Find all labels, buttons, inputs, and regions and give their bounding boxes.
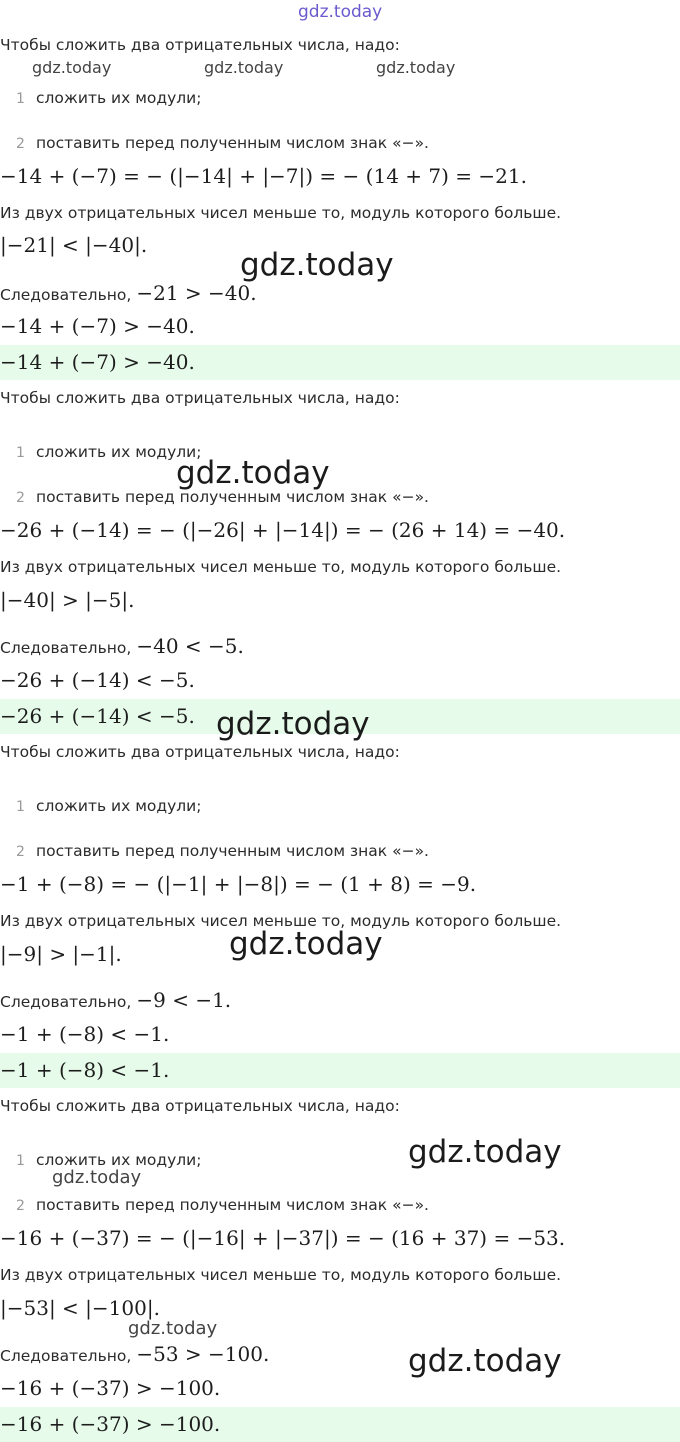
result-expression: −1 + (−8) < −1.: [0, 1022, 170, 1046]
rule-title: Чтобы сложить два отрицательных числа, надо:: [0, 36, 400, 54]
header-watermark: gdz.today: [298, 2, 383, 22]
result-expression: −26 + (−14) < −5.: [0, 668, 195, 692]
watermark: gdz.today: [408, 1134, 562, 1170]
compare-rule: Из двух отрицательных чисел меньше то, модуль которого больше.: [0, 204, 562, 222]
rule-title: Чтобы сложить два отрицательных числа, надо:: [0, 743, 400, 761]
step-text: сложить их модули;: [36, 1151, 202, 1169]
conclusion: [0, 634, 244, 658]
step-text: поставить перед полученным числом знак «−».: [36, 1196, 429, 1214]
watermark: gdz.today: [216, 706, 370, 742]
conclusion-prefix: Следовательно,: [0, 639, 132, 657]
modulus-comparison: |−53| < |−100|.: [0, 1296, 160, 1320]
watermark: gdz.today: [128, 1318, 218, 1339]
modulus-comparison: |−40| > |−5|.: [0, 588, 135, 612]
rule-title: Чтобы сложить два отрицательных числа, надо:: [0, 389, 400, 407]
conclusion: [0, 1342, 269, 1366]
rule-title: Чтобы сложить два отрицательных числа, надо:: [0, 1097, 400, 1115]
watermark: gdz.today: [229, 926, 383, 962]
step-number: 1: [16, 91, 25, 107]
step-number: 2: [16, 844, 25, 860]
watermark: gdz.today: [52, 1167, 142, 1188]
conclusion-math: −40 < −5.: [136, 634, 244, 658]
step-number: 2: [16, 1198, 25, 1214]
step-text: поставить перед полученным числом знак «−».: [36, 488, 429, 506]
step-number: 2: [16, 136, 25, 152]
conclusion-math: −9 < −1.: [136, 988, 232, 1012]
conclusion: [0, 988, 231, 1012]
calculation: −16 + (−37) = − (|−16| + |−37|) = − (16 + 37) = −53.: [0, 1226, 566, 1250]
conclusion-prefix: Следовательно,: [0, 286, 132, 304]
watermark: gdz.today: [204, 58, 284, 77]
conclusion: [0, 281, 257, 305]
step-text: сложить их модули;: [36, 797, 202, 815]
step-number: 2: [16, 490, 25, 506]
result-expression: −14 + (−7) > −40.: [0, 314, 195, 338]
calculation: −26 + (−14) = − (|−26| + |−14|) = − (26 + 14) = −40.: [0, 518, 566, 542]
answer-expression: −1 + (−8) < −1.: [0, 1058, 170, 1082]
step-text: поставить перед полученным числом знак «−».: [36, 842, 429, 860]
conclusion-math: −21 > −40.: [136, 281, 257, 305]
watermark: gdz.today: [240, 247, 394, 283]
watermark: gdz.today: [32, 58, 112, 77]
answer-expression: −14 + (−7) > −40.: [0, 350, 195, 374]
conclusion-math: −53 > −100.: [136, 1342, 270, 1366]
step-number: 1: [16, 445, 25, 461]
conclusion-prefix: Следовательно,: [0, 993, 132, 1011]
step-text: сложить их модули;: [36, 443, 202, 461]
calculation: −1 + (−8) = − (|−1| + |−8|) = − (1 + 8) = −9.: [0, 872, 477, 896]
watermark: gdz.today: [408, 1343, 562, 1379]
compare-rule: Из двух отрицательных чисел меньше то, модуль которого больше.: [0, 1266, 562, 1284]
compare-rule: Из двух отрицательных чисел меньше то, модуль которого больше.: [0, 912, 562, 930]
step-number: 1: [16, 1153, 25, 1169]
watermark: gdz.today: [176, 455, 330, 491]
calculation: −14 + (−7) = − (|−14| + |−7|) = − (14 + 7) = −21.: [0, 164, 527, 188]
answer-expression: −26 + (−14) < −5.: [0, 704, 195, 728]
step-number: 1: [16, 799, 25, 815]
compare-rule: Из двух отрицательных чисел меньше то, модуль которого больше.: [0, 558, 562, 576]
watermark: gdz.today: [376, 58, 456, 77]
result-expression: −16 + (−37) > −100.: [0, 1376, 221, 1400]
answer-expression: −16 + (−37) > −100.: [0, 1412, 221, 1436]
conclusion-prefix: Следовательно,: [0, 1347, 132, 1365]
step-text: поставить перед полученным числом знак «−».: [36, 134, 429, 152]
step-text: сложить их модули;: [36, 89, 202, 107]
modulus-comparison: |−9| > |−1|.: [0, 942, 122, 966]
modulus-comparison: |−21| < |−40|.: [0, 233, 148, 257]
